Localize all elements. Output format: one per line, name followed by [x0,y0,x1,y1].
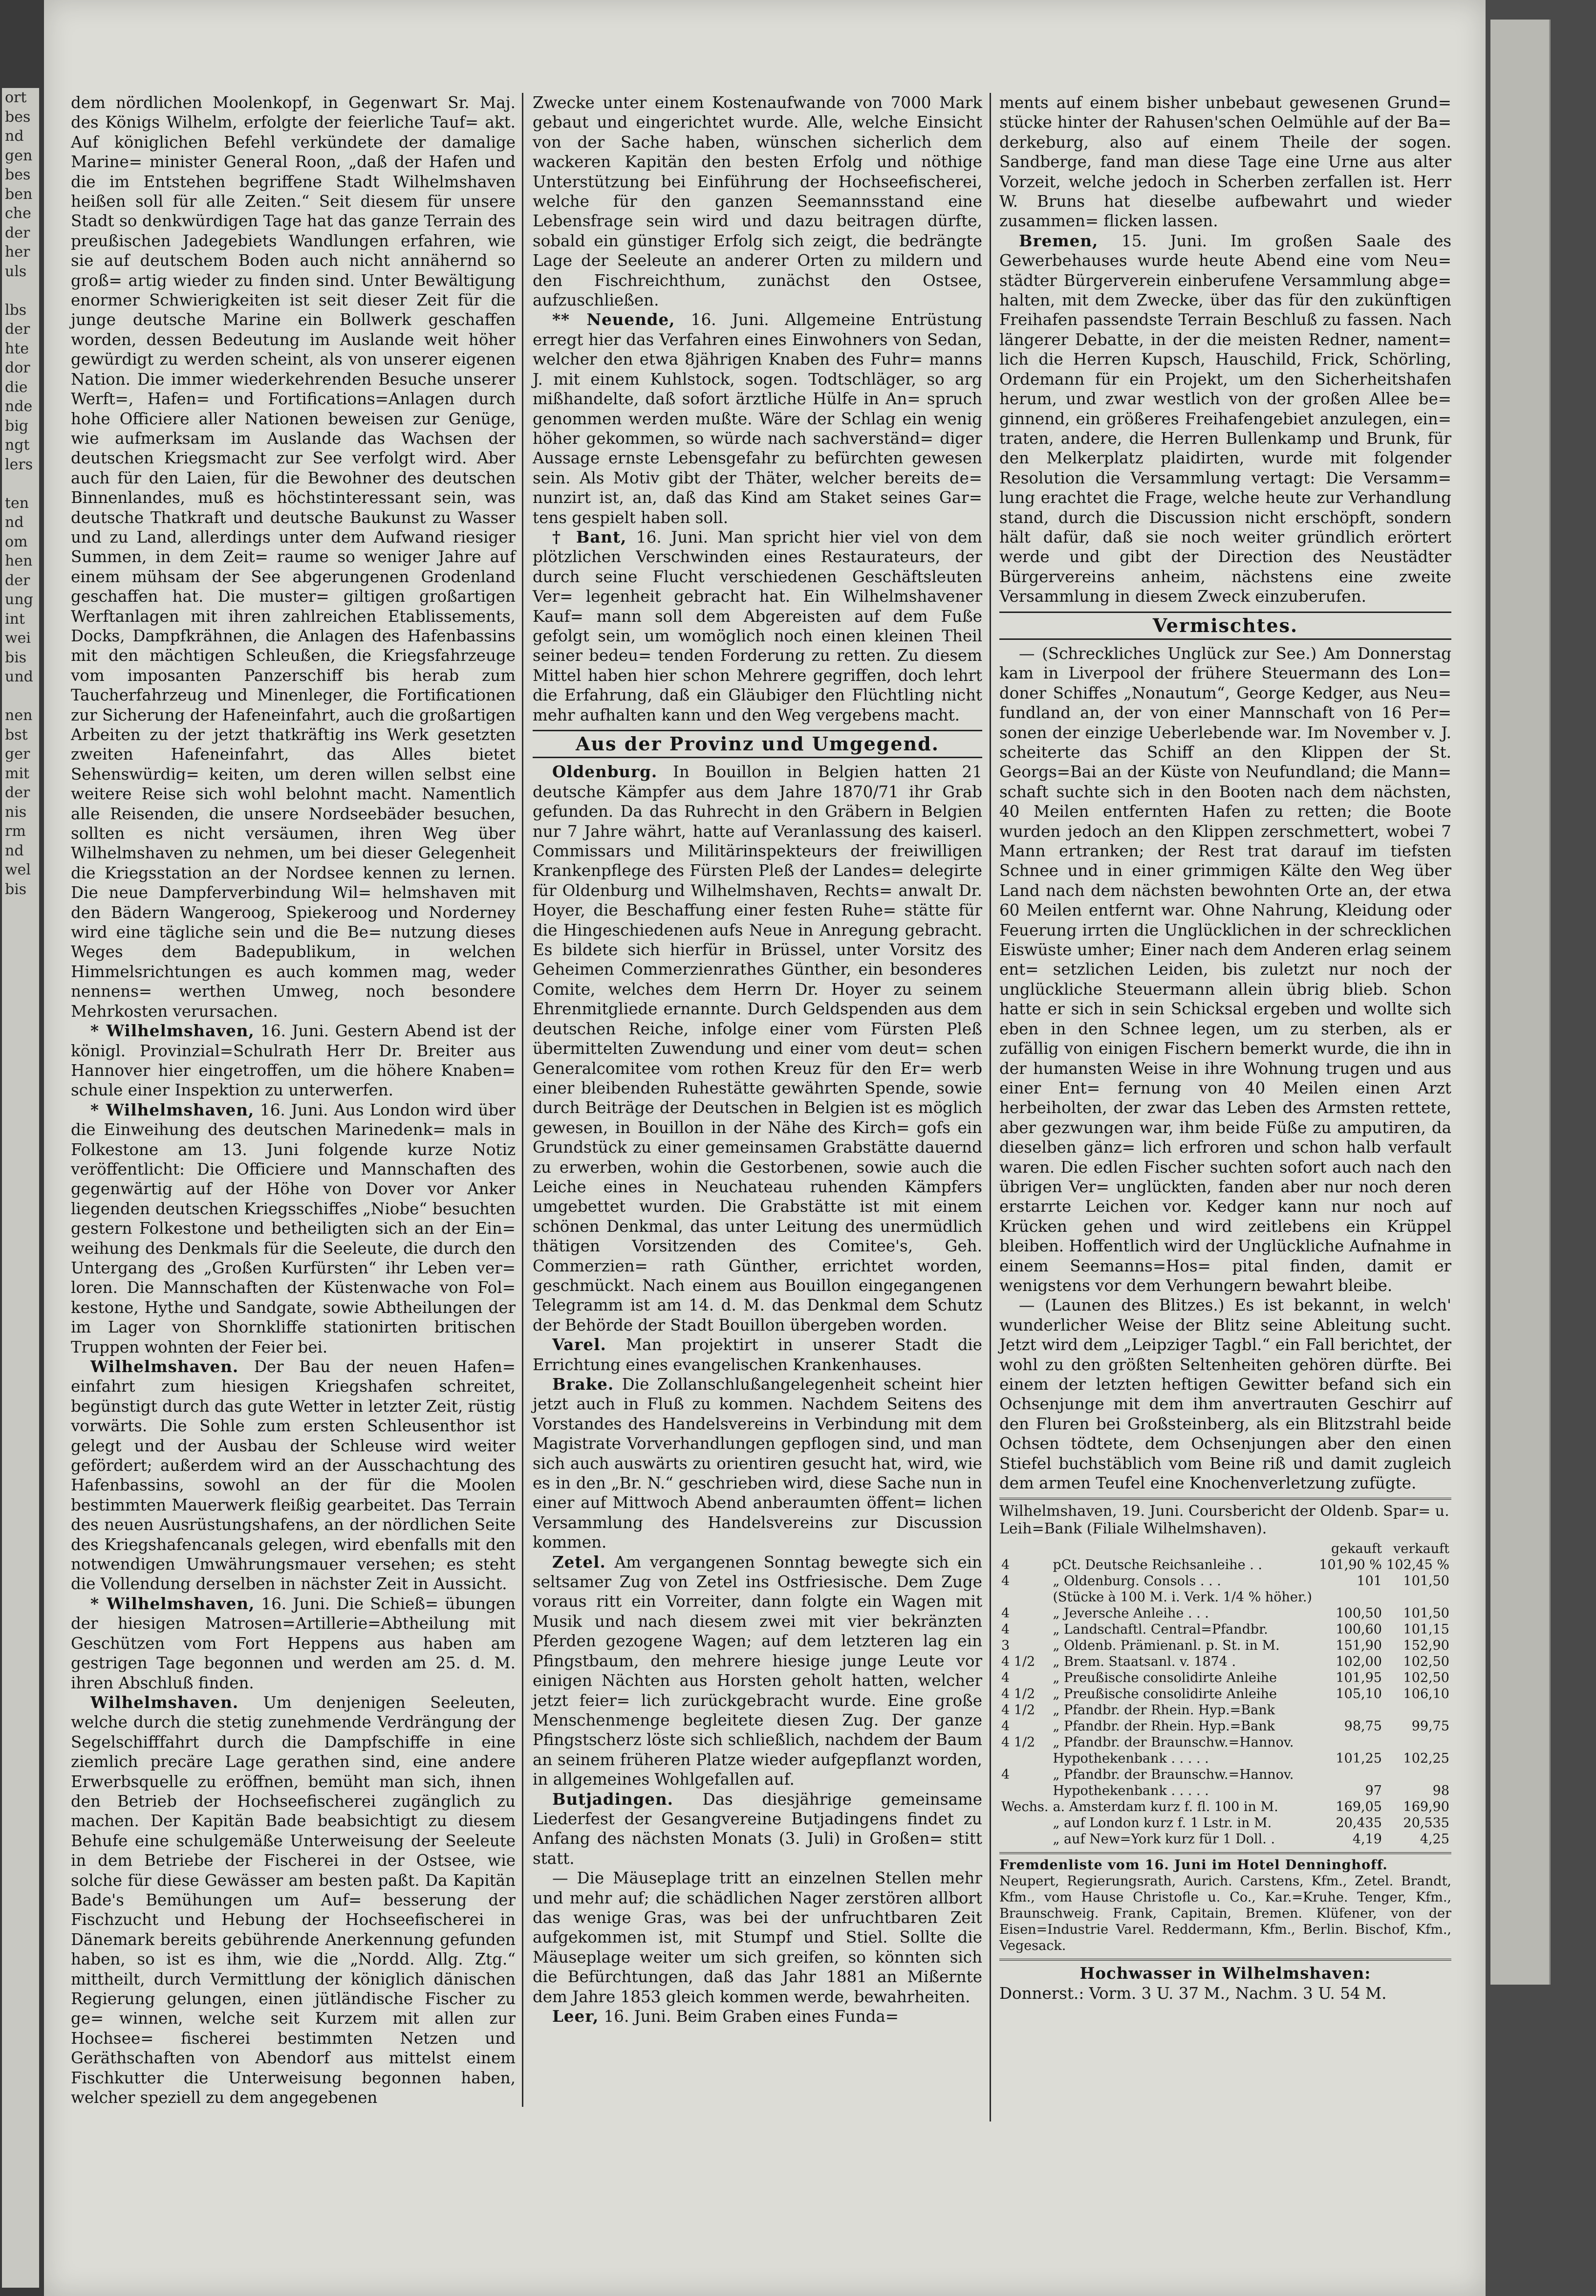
scanner-background [1486,0,1596,2296]
table-cell-sell [1384,1589,1451,1605]
table-cell-buy: 101,90 % [1319,1557,1382,1573]
table-row [999,1783,1451,1799]
news-item-text: 16. Juni. Gestern Abend ist der königl. Provinzial=Schulrath Herr Dr. Breiter aus Hannover hier eingetroffen, um die höhere Knaben= schule einer Inspektion zu unterwerfen. [71,1022,516,1100]
table-cell-rate: 4 [1001,1622,1010,1638]
table-cell-name: „ Pfandbr. der Rhein. Hyp.=Bank [1053,1719,1275,1734]
table-row [999,1767,1451,1783]
column-rule [522,93,523,2107]
table-cell-rate [999,1815,1051,1831]
table-cell-sell: 101,15 [1403,1622,1449,1638]
table-cell-name: „ Oldenburg. Consols . . . [1053,1574,1221,1589]
news-item [533,1790,982,1869]
news-item-text: 16. Juni. Beim Graben eines Funda= [599,2007,899,2026]
table-cell-sell: 98 [1432,1783,1449,1799]
news-item-text: — Die Mäuseplage tritt an einzelnen Stellen mehr und mehr auf; die schädlichen Nager zerstören allbort das wenige Gras, was bei der unfruchtbaren Zeit aufgekommen ist, mit Stumpf und Stiel. Sollte die Mäuseplage weiter um sich greifen, so könnten sich die Befürchtungen, daß das Jahr 1881 an Mißernte dem Jahre 1853 gleich kommen werde, bewahrheiten. [533,1869,982,2006]
table-cell-rate [999,1589,1051,1605]
news-item-dateline: Butjadingen. [552,1789,673,1809]
news-item-text: Die Zollanschlußangelegenheit scheint hier jetzt auch in Fluß zu kommen. Nachdem Seitens des Vorstandes des Handelsvereins in Verbindung mit dem Magistrate Vorverhandlungen gepflogen sind, und man sich auch auswärts zu orientiren gesucht hat, wird, wie es in den „Br. N.“ geschrieben wird, diese Sache nun in einer auf Mittwoch Abend anberaumten öffent= lichen Versammlung des Handelsvereins zur Discussion kommen. [533,1375,982,1552]
table-cell-name: a. Amsterdam kurz f. fl. 100 in M. [1053,1799,1278,1815]
column-3 [999,93,1451,2003]
table-row [999,1831,1451,1847]
news-item-text: Man projektirt in unserer Stadt die Errichtung eines evangelischen Krankenhauses. [533,1335,982,1374]
table-cell-name: „ auf New=York kurz für 1 Doll. . [1053,1832,1275,1847]
article-continuation: Zwecke unter einem Kostenaufwande von 7000 Mark gebaut und eingerichtet wurde. Alle, welche Einsicht von der Sache haben, wünschen sicherlich dem wackeren Kapitän den besten Erfolg und nöthige Unterstützung bei Einführung der Hochseefischerei, welche für den ganzen Seemannsstand eine Lebensfrage sein wird und dazu beitragen dürfte, sobald ein günstiger Erfolg sich zeigt, die bedrängte Lage der Seeleute an anderer Orten zu mildern und den Fischreichthum, zunächst den Ostsee, aufzuschließen. [533,93,982,310]
table-cell-buy: 20,435 [1336,1815,1382,1831]
news-item-dateline: * Wilhelmshaven, [90,1594,255,1613]
news-item [533,1335,982,1375]
table-cell-buy: 169,05 [1336,1799,1382,1815]
table-cell-name: pCt. Deutsche Reichsanleihe . . [1053,1557,1262,1573]
table-cell-rate [999,1831,1051,1847]
news-item-text: — (Schreckliches Unglück zur See.) Am Donnerstag kam in Liverpool der frühere Steuermann des Lon= doner Schiffes „Nonautum“, George Kedger, aus Neu= fundland an, der von einer Mannschaft von 16 Per= sonen der einzige Ueberlebende war. Im November v. J. scheiterte das Schiff an den Klippen der St. Georgs=Bai an der Küste von Neufundland; die Mann= schaft suchte sich in den Booten nach dem nächsten, 40 Meilen entfernten Hafen zu retten; die Boote wurden jedoch an den Klippen zerschmettert, wobei 7 Mann ertranken; der Rest trat darauf im tiefsten Schnee und in einer grimmigen Kälte den Weg über Land nach dem nächsten bewohnten Orte an, der etwa 60 Meilen entfernt war. Ohne Nahrung, Kleidung oder Feuerung irrten die Unglücklichen in der schrecklichen Eiswüste umher; Einer nach dem Anderen erlag seinem ent= setzlichen Leiden, bis zuletzt nur noch der unglückliche Steuermann allein übrig blieb. Schon hatte er sich in sein Schicksal ergeben und wollte sich eben in den Schnee legen, um zu sterben, als er zufällig von einigen Fischern bemerkt wurde, die ihn in der humansten Weise in ihre Wohnung trugen und aus einer Ent= fernung von 40 Meilen einen Arzt herbeiholten, der zwar das Leben des Armsten rettete, aber gezwungen war, ihm beide Füße zu amputiren, da dieselben gänz= lich erfroren und schon halb verfault waren. Die edlen Fischer suchten sofort auch nach den übrigen Ver= unglückten, fanden aber nur noch deren erstarrte Leichen vor. Kedger kann nur noch auf Krücken gehen und wird zeitlebens ein Krüppel bleiben. Hoffentlich wird der Unglückliche Aufnahme in einem Seemanns=Hos= pital finden, damit er wenigstens vor dem Verhungern bewahrt bleibe. [999,644,1451,1295]
guest-list-text: Neupert, Regierungsrath, Aurich. Carstens, Kfm., Zetel. Brandt, Kfm., vom Hause Christofle u. Co., Kar.=Kruhe. Tenger, Kfm., Braunschweig. Frank, Capitain, Bremen. Klüfener, von der Eisen=Industrie Varel. Reddermann, Kfm., Berlin. Bischof, Kfm., Vegesack. [999,1874,1451,1954]
table-cell-name: „ Oldenb. Prämienanl. p. St. in M. [1053,1638,1280,1654]
table-cell-buy: 101,95 [1336,1670,1382,1686]
table-cell-sell: 102,50 [1403,1670,1449,1686]
table-cell-buy [1316,1589,1384,1605]
table-cell-buy: 101,25 [1336,1751,1382,1767]
table-cell-buy [1316,1767,1384,1783]
news-item [533,1868,982,2007]
section-heading: Aus der Provinz und Umgegend. [533,730,982,758]
table-cell-sell [1384,1702,1451,1718]
article-continuation: ments auf einem bisher unbebaut gewesenen Grund= stücke hinter der Rahusen'schen Oelmühle auf der Ba= derkeburg, also auf einem Theile der sogen. Sandberge, fand man diese Tage eine Urne aus alter Vorzeit, welche jedoch in Scherben zerfallen ist. Herr W. Bruns hat dieselbe aufbewahrt und wieder zusammen= flicken lassen. [999,93,1451,231]
table-cell-name: „ auf London kurz f. 1 Lstr. in M. [1053,1815,1272,1831]
news-item-dateline: Bremen, [1019,231,1099,250]
table-cell-buy: 105,10 [1336,1686,1382,1702]
table-cell-name: „ Jeversche Anleihe . . . [1053,1606,1209,1621]
table-header-cell: verkauft [1393,1541,1449,1557]
table-cell-name: „ Brem. Staatsanl. v. 1874 . [1053,1654,1236,1670]
news-item-text: 15. Juni. Im großen Saale des Gewerbehauses wurde heute Abend eine vom Neu= städter Bürgerverein einberufene Versammlung abge= halten, mit dem Zwecke, über das für den zukünftigen Freihafen passendste Terrain Beschluß zu fassen. Nach längerer Debatte, in der die meisten Redner, nament= lich die Herren Kupsch, Hauschild, Frick, Schörling, Ordemann für ein Projekt, um den Sicherheitshafen herum, und zwar westlich von der großen Allee be= ginnend, ein größeres Freihafengebiet anzulegen, ein= traten, andere, die Herren Bullenkamp und Brunk, für den Melkerplatz plaidirten, wurde mit folgender Resolution die Versammlung vertagt: Die Versamm= lung erachtet die Frage, welche heute zur Verhandlung stand, durch die Discussion nicht erschöpft, sondern hält dafür, daß sie noch weiter gründlich erörtert werde und gibt der Direction des Neustädter Bürgervereins anheim, nächstens eine zweite Versammlung in diesem Zweck einzuberufen. [999,231,1451,606]
table-cell-name: „ Pfandbr. der Braunschw.=Hannov. [1053,1767,1294,1783]
table-cell-rate: 4 1/2 [1001,1703,1035,1718]
table-cell-sell: 101,50 [1403,1606,1449,1621]
news-item-text: 16. Juni. Aus London wird über die Einweihung des deutschen Marinedenk= mals in Folkestone am 13. Juni folgende kurze Notiz veröffentlicht: Die Officiere und Mannschaften des gegenwärtig auf der Höhe von Dover vor Anker liegenden deutschen Kriegsschiffes „Niobe“ besuchten gestern Folkestone und betheiligten sich an der Ein= weihung des Denkmals für die Seeleute, die durch den Untergang des „Großen Kurfürsten“ ihr Leben ver= loren. Die Mannschaften der Küstenwache von Fol= kestone, Hythe und Sandgate, sowie Abtheilungen der im Lager von Shornkliffe stationirten britischen Truppen wohnten der Feier bei. [71,1100,516,1356]
table-cell-rate: Wechs. [1001,1799,1049,1815]
table-cell-sell: 152,90 [1403,1638,1449,1654]
table-cell-name: „ Pfandbr. der Braunschw.=Hannov. [1053,1735,1294,1750]
table-cell-rate [999,1783,1051,1799]
news-item-text: 16. Juni. Allgemeine Entrüstung erregt hier das Verfahren eines Einwohners von Sedan, welcher den etwa 8jährigen Knaben des Fuhr= manns J. mit einem Kuhlstock, sogen. Todtschläger, so arg mißhandelte, daß sofort ärztliche Hülfe in An= spruch genommen werden mußte. Wäre der Schlag ein wenig höher gekommen, so würde nach sachverständ= diger Aussage ernste Lebensgefahr zu befürchten gewesen sein. Als Motiv gibt der Thäter, welcher bereits de= nunzirt ist, an, daß das Kind am Staket seines Gar= tens gespielt haben soll. [533,310,983,527]
table-cell-sell: 101,50 [1403,1574,1449,1589]
column-2 [533,93,982,2026]
column-1 [71,93,516,2107]
table-cell-rate: 4 [1001,1606,1010,1621]
table-cell-rate: 4 [1001,1719,1010,1734]
news-item [533,1553,982,1790]
news-item [999,1295,1451,1493]
news-item-text: Das diesjährige gemeinsame Liederfest der Gesangvereine Butjadingens findet zu Anfang des nächsten Monats (3. Juli) in Großen= stitt statt. [533,1790,982,1868]
table-row [999,1718,1451,1734]
news-item-dateline: Oldenburg. [552,762,658,782]
table-row [999,1654,1451,1670]
news-item-text: — (Launen des Blitzes.) Es ist bekannt, in welch' wunderlicher Weise der Blitz seine Ableitung sucht. Jetzt wird dem „Leipziger Tagbl.“ ein Fall berichtet, der wohl zu den größten Seltenheiten gehören dürfte. Bei einem der letzten heftigen Gewitter befand sich ein Ochsenjunge mit dem ihm anvertrauten Geschirr auf den Fluren bei Großsteinberg, als ein Blitzstrahl beide Ochsen tödtete, dem Ochsenjungen aber den einen Stiefel buchstäblich vom Beine riß und damit zugleich dem armen Teufel eine Knochenverletzung zufügte. [999,1296,1451,1493]
news-item-dateline: Leer, [552,2007,599,2026]
news-item [533,762,982,1335]
table-cell-name: (Stücke à 100 M. i. Verk. 1/4 % höher.) [1053,1590,1312,1605]
table-cell-sell: 102,25 [1403,1751,1449,1767]
news-item-text: Um denjenigen Seeleuten, welche durch die stetig zunehmende Verdrängung der Segelschifffahrt durch die Dampfschiffe in eine ziemlich precäre Lage gerathen sind, eine andere Erwerbsquelle zu eröffnen, bemüht man sich, ihnen den Betrieb der Hochseefischerei zugänglich zu machen. Der Kapitän Bade beabsichtigt zu diesem Behufe eine schulgemäße Unterweisung der Seeleute in dem Betriebe der Fischerei in der Ostsee, wie solche für diese Gewässer am besten paßt. Da Kapitän Bade's Bemühungen um Auf= besserung der Fischzucht und Hebung der Hochseefischerei in Dänemark bereits gebührende Anerkennung gefunden haben, so ist es ihm, wie die „Nordd. Allg. Ztg.“ mittheilt, durch Vermittlung der königlich dänischen Regierung gelungen, einen jütländische Fischer zu ge= winnen, welche seit Kurzem mit allen zur Hochsee= fischerei bestimmten Netzen und Geräthschaften von Abendorf aus mittelst einem Fischkutter die Unterweisung begonnen haben, welcher speziell zu dem angegebenen [71,1693,516,2107]
exchange-report-title: Wilhelmshaven, 19. Juni. Coursbericht der Oldenb. Spar= u. Leih=Bank (Filiale Wilhelmshaven). [999,1498,1451,1538]
table-cell-rate: 4 [1001,1557,1010,1573]
table-cell-rate: 4 [1001,1767,1010,1783]
news-item [999,231,1451,607]
table-cell-sell [1384,1734,1451,1750]
news-item-dateline: Wilhelmshaven. [90,1692,239,1712]
table-cell-sell: 102,50 [1403,1654,1449,1670]
table-cell-rate: 4 1/2 [1001,1686,1035,1702]
high-water-times: Donnerst.: Vorm. 3 U. 37 M., Nachm. 3 U. 54 M. [999,1984,1387,2003]
table-cell-sell [1384,1767,1451,1783]
news-item [71,1021,516,1100]
high-water-title: Hochwasser in Wilhelmshaven: [999,1959,1451,1983]
table-cell-sell: 99,75 [1411,1719,1449,1734]
exchange-rate-table [999,1541,1451,1847]
news-item-text: Der Bau der neuen Hafen= einfahrt zum hiesigen Kriegshafen schreitet, begünstigt durch das gute Wetter in letzter Zeit, rüstig vorwärts. Die Sohle zum ersten Schleusenthor ist gelegt und der Ausbau der Schleuse wird weiter gefördert; außerdem wird an der Ausschachtung des Hafenbassins, sowohl an der für die Moolen bestimmten Mauerwerk fleißig gearbeitet. Das Terrain des neuen Ausrüstungshafens, an der nördlichen Seite des Kriegshafencanals gelegen, wird ebenfalls mit den notwendigen Umwährungsmauer versehen; es steht die Vollendung derselben in nächster Zeit in Aussicht. [71,1357,516,1594]
news-item-dateline: * Wilhelmshaven, [90,1100,255,1119]
news-item-dateline: † Bant, [552,527,627,547]
table-cell-rate: 4 [1001,1574,1010,1589]
table-cell-buy: 97 [1365,1783,1382,1799]
table-cell-buy: 100,60 [1336,1622,1382,1638]
table-cell-sell: 169,90 [1403,1799,1449,1815]
table-cell-buy: 4,19 [1352,1832,1382,1847]
table-cell-name: Hypothekenbank . . . . . [1053,1783,1209,1799]
table-row [999,1670,1451,1686]
news-item [71,1357,516,1594]
table-row [999,1686,1451,1702]
table-cell-buy: 151,90 [1336,1638,1382,1654]
news-item [71,1693,516,2108]
page-stack-edge [1490,20,1551,1985]
news-item-dateline: Brake. [552,1375,614,1394]
news-item [533,310,982,527]
news-item-text: In Bouillon in Belgien hatten 21 deutsche Kämpfer aus dem Jahre 1870/71 ihr Grab gefunden. Da das Ruhrecht in den Gräbern in Belgien nur 7 Jahre währt, hatte auf Veranlassung des kaiserl. Commissars und Militärinspekteurs der freiwilligen Krankenpflege des Fürsten Pleß der Landes= delegirte für Oldenburg und Wilhelmshaven, Rechts= anwalt Dr. Hoyer, die Beschaffung einer festen Ruhe= stätte für die Hingeschiedenen aufs Neue in Anregung gebracht. Es bildete sich hierfür in Brüssel, unter Vorsitz des Geheimen Commerzienrathes Günther, ein besonderes Comite, welches dem Herrn Dr. Hoyer zu seinem Ehrenmitgliede ernannte. Durch Geldspenden aus dem deutschen Reiche, infolge einer vom Fürsten Pleß übermittelten Zuwendung und einer vom deut= schen Generalcomitee vom rothen Kreuz für den Er= werb einer bleibenden Ruhestätte gewährten Spende, sowie durch Beiträge der Deutschen in Belgien ist es möglich gewesen, in Bouillon in der Nähe des Kirch= gofs ein Grundstück zu einer gemeinsamen Grabstätte dauernd zu erwerben, wohin die Gestorbenen, sowie auch die Leiche eines in Neuchateau ruhenden Kämpfers umgebettet wurden. Die Grabstätte ist mit einem schönen Denkmal, das unter Leitung des unermüdlich thätigen Vorsitzenden des Comitee's, Geh. Commerzien= rath Günther, errichtet worden, geschmückt. Nach einem aus Bouillon eingegangenen Telegramm ist am 14. d. M. das Denkmal dem Schutz der Behörde der Stadt Bouillon übergeben worden. [533,763,982,1334]
table-cell-rate [999,1750,1051,1767]
table-cell-name: Hypothekenbank . . . . . [1053,1751,1209,1767]
table-cell-sell: 106,10 [1403,1686,1449,1702]
table-cell-buy: 101 [1357,1574,1382,1589]
table-cell-name: „ Preußische consolidirte Anleihe [1053,1670,1277,1686]
news-item [533,1375,982,1553]
news-item [999,644,1451,1295]
table-row [999,1557,1451,1573]
article-paragraph: dem nördlichen Moolenkopf, in Gegenwart Sr. Maj. des Königs Wilhelm, erfolgte der feierliche Tauf= akt. Auf königlichen Befehl verkündete der damalige Marine= minister General Roon, „daß der Hafen und die im Entstehen begriffene Stadt Wilhelmshaven heißen soll für alle Zeiten.“ Seit diesem für unsere Stadt so denkwürdigen Tage hat das ganze Terrain des preußischen Jadegebiets Wandlungen erfahren, wie sie auf deutschem Boden auch nicht annähernd so groß= artig wieder zu finden sind. Unter Bewältigung enormer Schwierigkeiten ist seit dieser Zeit für die junge deutsche Marine ein Bollwerk geschaffen worden, dessen Bedeutung im Auslande weit höher gewürdigt zu werden scheint, als von unserer eigenen Nation. Die immer wiederkehrenden Besuche unserer Werft=, Hafen= und Fortifications=Anlagen durch hohe Officiere aller Nationen beweisen zur Genüge, wie aufmerksam im Auslande das Wachsen der deutschen Kriegsmacht zur See verfolgt wird. Aber auch für den Laien, für die Bewohner des deutschen Binnenlandes, muß es höchstinteressant sein, was deutsche Thatkraft und deutsche Baukunst zu Wasser und zu Land, allerdings unter dem Aufwand riesiger Summen, in dem Zeit= raume so weniger Jahre auf einem mühsam der See abgerungenen Grodenland geschaffen hat. Die muster= giltigen großartigen Werftanlagen mit ihren zahlreichen Etablissements, Docks, Dampfkrähnen, die Anlagen des Hafenbassins mit den mächtigen Schleußen, die Kriegsfahrzeuge vom imposanten Panzerschiff bis herab zum Taucherfahrzeug und Minenleger, die Fortificationen zur Sicherung der Hafeneinfahrt, auch die großartigen Arbeiten zu der jetzt thatkräftig ins Werk gesetzten zweiten Hafeneinfahrt, das Alles bietet Sehenswürdig= keiten, um deren willen selbst eine weitere Reise sich wohl belohnt macht. Namentlich alle Reisenden, die unsere Nordseebäder besuchen, sollten es nicht versäumen, ihren Weg über Wilhelmshaven zu nehmen, um bei dieser Gelegenheit die Kriegsstation an der Nordsee kennen zu lernen. Die neue Dampferverbindung Wil= helmshaven mit den Bädern Wangeroog, Spiekeroog und Norderney wird eine tägliche sein und die Be= nutzung dieses Weges dem Badepublikum, in welchen Himmelsrichtungen es auch kommen mag, weder nennens= werthen Umweg, noch besondere Mehrkosten verursachen. [71,93,516,1021]
news-item-text: Am vergangenen Sonntag bewegte sich ein seltsamer Zug von Zetel ins Ostfriesische. Dem Zuge voraus ritt ein Vorreiter, dann folgte ein Wagen mit Musik und nach diesem zwei mit vier bekränzten Pferden gezogene Wagen; auf dem letzteren lag ein Pfingstbaum, den mehrere hiesige junge Leute vor einigen Nächten aus Horsten geholt hatten, welcher jetzt feier= lich zurückgebracht wurde. Eine große Menschenmenge begleitete diesen Zug. Der ganze Pfingstscherz löste sich schließlich, nachdem der Baum an seinem früheren Platze wieder aufgepflanzt worden, in allgemeines Wohlgefallen auf. [533,1553,982,1789]
news-item [71,1100,516,1357]
table-header-cell [999,1541,1051,1557]
table-row [999,1702,1451,1718]
table-row [999,1734,1451,1750]
adjacent-page-edge [0,0,44,2296]
table-cell-sell: 4,25 [1420,1832,1449,1847]
news-item-dateline: Zetel. [552,1552,606,1572]
table-cell-name: „ Pfandbr. der Rhein. Hyp.=Bank [1053,1703,1275,1718]
news-item-text: 16. Juni. Man spricht hier viel von dem plötzlichen Verschwinden eines Restaurateurs, der durch seine Flucht verschiedenen Geschäftsleuten Ver= legenheit gebracht hat. Ein Wilhelmshavener Kauf= mann soll dem Abgereisten auf dem Fuße gefolgt sein, um womöglich noch einen kleinen Theil seiner bedeu= tenden Forderung zu retten. Zu diesem Mittel haben hier schon Mehrere gegriffen, doch lehrt die Erfahrung, daß ein Gläubiger den Flüchtling nicht mehr aufhalten kann und den Weg vergebens macht. [533,527,982,724]
table-cell-rate: 4 1/2 [1001,1735,1035,1750]
news-item-text: 16. Juni. Die Schieß= übungen der hiesigen Matrosen=Artillerie=Abtheilung mit Geschützen vom Fort Heppens aus haben am gestrigen Tage begonnen und werden am 25. d. M. ihren Abschluß finden. [71,1594,516,1692]
table-cell-buy [1316,1734,1384,1750]
table-cell-name: „ Preußische consolidirte Anleihe [1053,1686,1277,1702]
table-cell-buy [1316,1702,1384,1718]
table-header-cell: gekauft [1331,1541,1382,1557]
table-header-cell [1051,1541,1316,1557]
table-cell-buy: 98,75 [1344,1719,1382,1734]
table-cell-sell: 102,45 % [1386,1557,1449,1573]
table-cell-buy: 100,50 [1336,1606,1382,1621]
table-cell-name: „ Landschaftl. Central=Pfandbr. [1053,1622,1268,1638]
table-cell-buy: 102,00 [1336,1654,1382,1670]
news-item [71,1594,516,1693]
column-rule [990,93,991,2121]
table-row [999,1573,1451,1589]
table-row [999,1638,1451,1654]
table-row [999,1621,1451,1638]
guest-list-title: Fremdenliste vom 16. Juni im Hotel Denninghoff. [999,1852,1451,1873]
table-cell-rate: 3 [1001,1638,1010,1654]
table-row [999,1605,1451,1621]
table-row [999,1799,1451,1815]
table-cell-sell: 20,535 [1403,1815,1449,1831]
table-row [999,1750,1451,1767]
table-header-row [999,1541,1451,1557]
news-item-dateline: Varel. [552,1335,606,1355]
newspaper-page [44,0,1486,2296]
table-row [999,1589,1451,1605]
table-cell-rate: 4 1/2 [1001,1654,1035,1670]
news-item [533,527,982,725]
table-cell-rate: 4 [1001,1670,1010,1686]
news-item-dateline: Wilhelmshaven. [90,1357,239,1376]
table-row [999,1815,1451,1831]
adjacent-page-text: ort bes nd gen bes ben che der her uls lbs der hte dor die nde big ngt lers ten nd om hen der ung int wei bis und nen bst ger mit der nis rm nd wel bis [2,88,39,2288]
news-item-dateline: ** Neuende, [552,310,675,329]
news-item [533,2007,982,2026]
news-item-dateline: * Wilhelmshaven, [90,1021,255,1041]
section-heading: Vermischtes. [999,612,1451,640]
